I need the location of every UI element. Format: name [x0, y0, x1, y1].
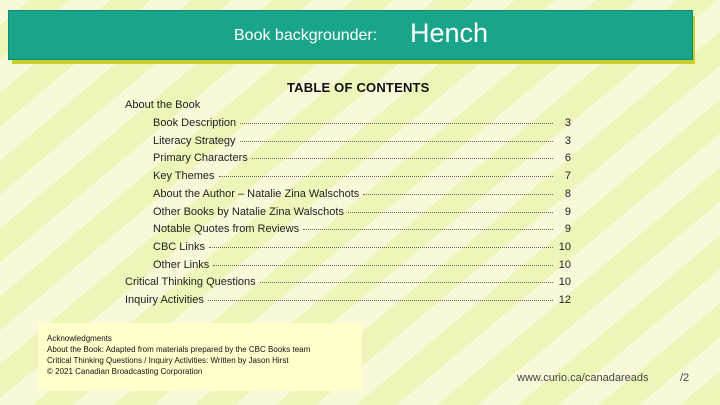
acknowledgements-line: © 2021 Canadian Broadcasting Corporation [47, 367, 203, 376]
toc-entry-page: 9 [564, 223, 571, 236]
toc-dot-leader [348, 212, 553, 213]
toc-entry-page: 3 [564, 134, 571, 147]
toc-section-about: About the Book [125, 99, 201, 111]
toc-dot-leader [303, 229, 553, 230]
toc-entry-page: 8 [564, 187, 571, 200]
toc-dot-leader [219, 176, 553, 177]
toc-entry-label: Other Links [153, 258, 210, 271]
toc-entry-label: Critical Thinking Questions [125, 276, 256, 289]
toc-entry-label: About the Author – Natalie Zina Walschots [153, 187, 360, 200]
toc-entry[interactable] [153, 135, 571, 151]
toc-entry[interactable] [125, 294, 571, 310]
toc-entry[interactable] [153, 152, 571, 168]
toc-entry[interactable] [153, 206, 571, 222]
acknowledgements-line: About the Book: Adapted from materials prepared by the CBC Books team [47, 345, 311, 354]
toc-entry-label: Primary Characters [153, 152, 248, 165]
toc-entry[interactable] [153, 259, 571, 275]
toc-dot-leader [240, 141, 553, 142]
title-prefix: Book backgrounder: [234, 27, 378, 44]
toc-entry[interactable] [153, 170, 571, 186]
toc-entry[interactable] [153, 241, 571, 257]
toc-dot-leader [208, 300, 553, 301]
toc-entry-label: Notable Quotes from Reviews [153, 223, 300, 236]
toc-dot-leader [252, 158, 553, 159]
toc-entry-page: 10 [558, 276, 571, 289]
toc-dot-leader [209, 247, 553, 248]
acknowledgements-box [38, 323, 362, 391]
page-number: /2 [680, 372, 690, 384]
toc-entry[interactable] [153, 188, 571, 204]
toc-entry-page: 6 [564, 152, 571, 165]
toc-entry-page: 9 [564, 205, 571, 218]
toc-entry[interactable] [153, 223, 571, 239]
toc-entry-page: 10 [558, 240, 571, 253]
toc-entry-page: 10 [558, 258, 571, 271]
toc-dot-leader [260, 282, 553, 283]
toc-entry-label: Book Description [153, 117, 237, 129]
toc-entry-page: 12 [558, 294, 571, 306]
toc-entry[interactable] [125, 276, 571, 292]
toc-entry-page: 7 [564, 170, 571, 183]
acknowledgements-heading: Acknowledgments [47, 334, 112, 343]
toc-entry-page: 3 [564, 117, 571, 129]
toc-dot-leader [363, 194, 553, 195]
acknowledgements-line: Critical Thinking Questions / Inquiry Activities: Written by Jason Hirst [47, 356, 289, 365]
toc-dot-leader [240, 123, 553, 124]
toc-entry-label: Inquiry Activities [125, 294, 204, 306]
footer-url-link[interactable]: www.curio.ca/canadareads [517, 372, 649, 384]
book-title: Hench [410, 18, 489, 48]
toc-entry[interactable] [153, 117, 571, 133]
toc-entry-label: Literacy Strategy [153, 134, 236, 147]
toc-entry-label: CBC Links [153, 240, 205, 253]
toc-dot-leader [213, 265, 553, 266]
toc-heading: TABLE OF CONTENTS [287, 80, 430, 95]
toc-entry-label: Key Themes [153, 170, 215, 183]
toc-entry-label: Other Books by Natalie Zina Walschots [153, 205, 344, 218]
